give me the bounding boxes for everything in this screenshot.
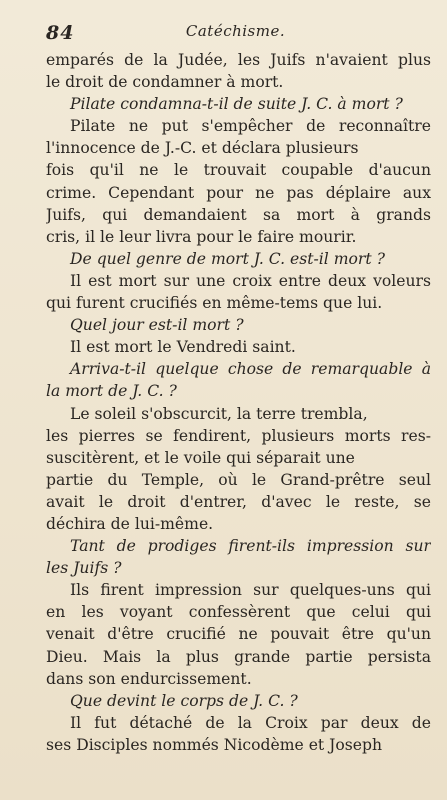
question-line: Quel jour est-il mort ? bbox=[70, 316, 244, 335]
question-line: Arriva-t-il quelque chose de remarquable à bbox=[70, 360, 431, 379]
answer-line: partie du Temple, où le Grand-prêtre seul bbox=[46, 470, 431, 489]
answer-line: le droit de condamner à mort. bbox=[46, 73, 284, 92]
answer-line: emparés de la Judée, les Juifs n'avaient plus bbox=[46, 51, 431, 69]
answer-line: venait d'être crucifié ne pouvait être qu'un bbox=[46, 625, 431, 644]
answer-line: Dieu. Mais la plus grande partie persista bbox=[46, 647, 431, 666]
page-body bbox=[46, 49, 431, 756]
question-line: Tant de prodiges firent-ils impression sur bbox=[70, 537, 431, 556]
page-number: 84 bbox=[46, 22, 75, 44]
answer-line: Ils firent impression sur quelques-uns qui bbox=[70, 581, 431, 600]
question-line: Que devint le corps de J. C. ? bbox=[70, 691, 298, 710]
answer-line: avait le droit d'entrer, d'avec le reste, se bbox=[46, 492, 431, 511]
answer-line: Le soleil s'obscurcit, la terre trembla, bbox=[70, 404, 368, 423]
question-line: Pilate condamna-t-il de suite J. C. à mort ? bbox=[70, 95, 403, 114]
page-header bbox=[46, 22, 425, 48]
answer-line: déchira de lui-même. bbox=[46, 514, 214, 533]
answer-line: dans son endurcissement. bbox=[46, 669, 252, 688]
answer-line: cris, il le leur livra pour le faire mourir. bbox=[46, 227, 357, 246]
question-line: les Juifs ? bbox=[46, 559, 122, 578]
answer-line: Il est mort le Vendredi saint. bbox=[70, 338, 296, 357]
answer-line: l'innocence de J.-C. et déclara plusieurs bbox=[46, 139, 359, 158]
question-line: la mort de J. C. ? bbox=[46, 382, 177, 401]
answer-line: suscitèrent, et le voile qui séparait une bbox=[46, 448, 355, 467]
answer-line: en les voyant confessèrent que celui qui bbox=[46, 603, 431, 622]
answer-line: Il fut détaché de la Croix par deux de bbox=[70, 713, 431, 732]
answer-line: qui furent crucifiés en même-tems que lui. bbox=[46, 294, 383, 313]
answer-line: Juifs, qui demandaient sa mort à grands bbox=[46, 205, 431, 224]
answer-line: Il est mort sur une croix entre deux voleurs bbox=[70, 271, 431, 290]
answer-line: crime. Cependant pour ne pas déplaire aux bbox=[46, 183, 431, 202]
running-title: Catéchisme. bbox=[185, 22, 286, 40]
question-line: De quel genre de mort J. C. est-il mort ? bbox=[70, 249, 385, 268]
answer-line: fois qu'il ne le trouvait coupable d'aucun bbox=[46, 161, 431, 180]
answer-line: les pierres se fendirent, plusieurs morts res- bbox=[46, 426, 431, 445]
answer-line: Pilate ne put s'empêcher de reconnaître bbox=[70, 117, 431, 136]
answer-line: ses Disciples nommés Nicodème et Joseph bbox=[46, 735, 383, 754]
